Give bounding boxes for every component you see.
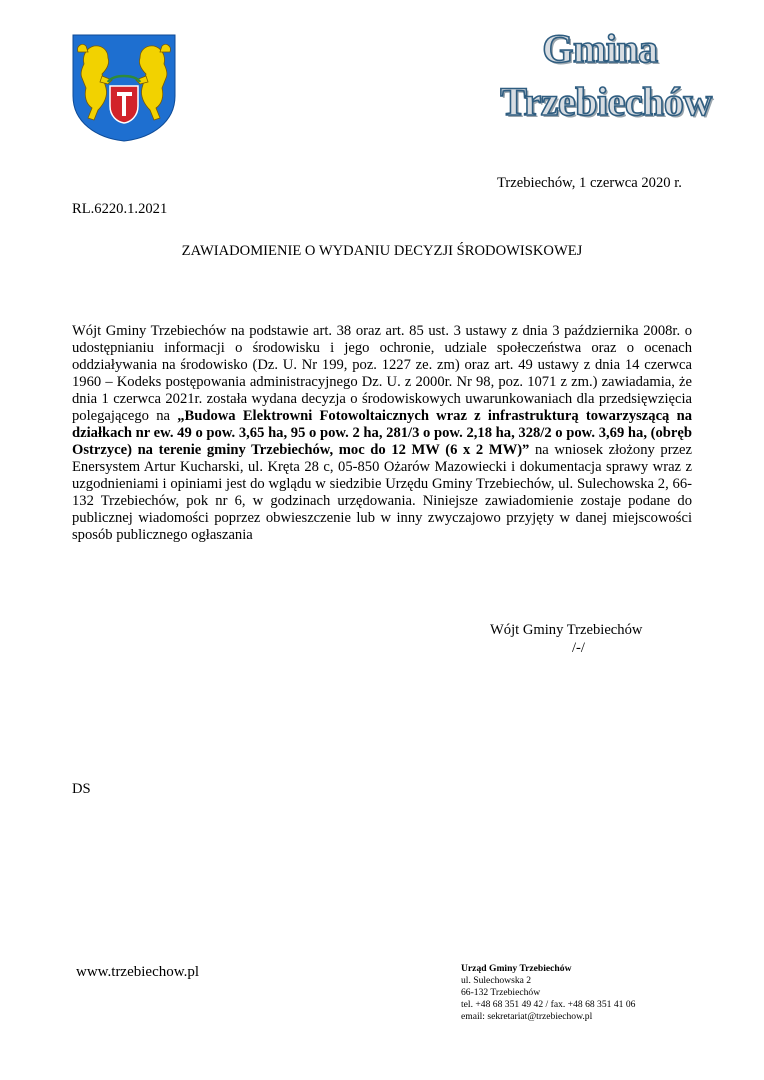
- office-phone: tel. +48 68 351 49 42 / fax. +48 68 351 41 06: [461, 999, 636, 1010]
- website-link[interactable]: www.trzebiechow.pl: [76, 964, 200, 980]
- office-street: ul. Sulechowska 2: [461, 975, 532, 986]
- place-date: Trzebiechów, 1 czerwca 2020 r.: [497, 175, 682, 191]
- signatory-title: Wójt Gminy Trzebiechów: [490, 622, 643, 638]
- office-postal: 66-132 Trzebiechów: [461, 987, 541, 998]
- document-title: ZAWIADOMIENIE O WYDANIU DECYZJI ŚRODOWISKOWEJ: [181, 243, 583, 259]
- body-text-outro: na wniosek złożony przez Enersystem Artur Kucharski, ul. Kręta 28 c, 05-850 Ożarów Mazowiecki i dokumentacja sprawy wraz z uzgodnieniami i opiniami jest do wglądu w siedzibie Urzędu Gminy Trzebiechów, ul. Sulechowska 2, 66-132 Trzebiechów, pok nr 6, w godzinach urzędowania. Niniejsze zawiadomienie zostaje podane do publicznej wiadomości poprzez obwieszczenie lub w inny zwyczajowo przyjęty w danej miejscowości sposób publicznego ogłaszania: [72, 442, 693, 543]
- office-name: Urząd Gminy Trzebiechów: [461, 963, 572, 974]
- project-description: „Budowa Elektrowni Fotowoltaicznych wraz z infrastrukturą towarzyszącą na działkach nr ew. 49 o pow. 3,65 ha, 95 o pow. 2 ha, 281/3 o pow. 2,18 ha, 328/2 o pow. 3,69 ha, (obręb Ostrzyce) na terenie gminy Trzebiechów, moc do 12 MW (6 x 2 MW)”: [72, 408, 692, 458]
- body-text-intro: Wójt Gminy Trzebiechów na podstawie art. 38 oraz art. 85 ust. 3 ustawy z dnia 3 października 2008r. o udostępnianiu informacji o środowisku i jego ochronie, udziale społeczeństwa oraz o ocenach oddziaływania na środowisko (Dz. U. Nr 199, poz. 1227 ze. zm) oraz art. 49 ustawy z dnia 14 czerwca 1960 – Kodeks postępowania administracyjnego Dz. U. z 2000r. Nr 98, poz. 1071 z zm.) zawiadamia, że dnia 1 czerwca 2021r. została wydana decyzja o środowiskowych uwarunkowaniach dla przedsięwzięcia polegającego na: [72, 323, 692, 424]
- office-email[interactable]: email: sekretariat@trzebiechow.pl: [461, 1011, 593, 1022]
- footer-address: [461, 963, 635, 1023]
- coat-of-arms-icon: [72, 34, 176, 142]
- brand-title-line1: Gmina: [542, 26, 658, 71]
- brand-title-line2: Trzebiechów: [500, 79, 712, 124]
- reference-number: RL.6220.1.2021: [72, 201, 168, 217]
- signature-mark: /-/: [572, 640, 585, 656]
- author-initials: DS: [72, 781, 91, 797]
- notice-body: [72, 323, 692, 544]
